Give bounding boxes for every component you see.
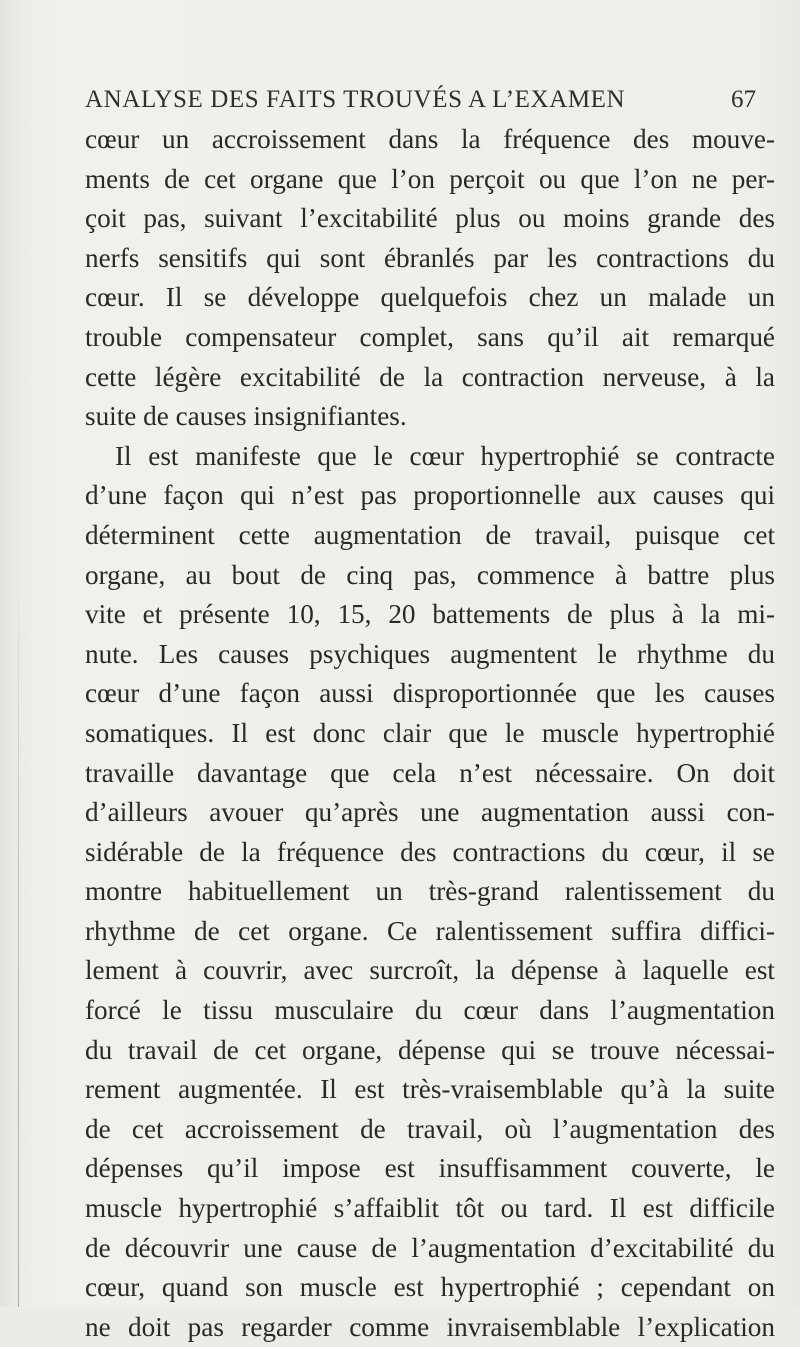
text-line: Il est manifeste que le cœur hypertrophié se contracte (115, 440, 775, 471)
text-line: de découvrir une cause de l’augmentation d’excitabilité du (85, 1232, 775, 1263)
text-line: forcé le tissu musculaire du cœur dans l’augmentation (85, 995, 775, 1026)
text-line: cette légère excitabilité de la contraction nerveuse, à la (85, 361, 775, 392)
text-line: ments de cet organe que l’on perçoit ou que l’on ne per- (85, 163, 775, 194)
body-text (85, 120, 775, 1347)
text-line: rement augmentée. Il est très-vraisemblable qu’à la suite (85, 1074, 775, 1105)
text-line: ne doit pas regarder comme invraisemblable l’explication (85, 1311, 775, 1342)
page-number: 67 (731, 86, 756, 113)
text-line: lement à couvrir, avec surcroît, la dépense à laquelle est (85, 955, 775, 986)
running-title: ANALYSE DES FAITS TROUVÉS A L’EXAMEN (85, 86, 626, 113)
text-line: cœur. Il se développe quelquefois chez un malade un (85, 282, 775, 313)
text-line: montre habituellement un très-grand ralentissement du (85, 876, 775, 907)
text-line: rhythme de cet organe. Ce ralentissement suffira diffici- (85, 915, 775, 946)
text-line: vite et présente 10, 15, 20 battements de plus à la mi- (85, 599, 775, 630)
text-line: sidérable de la fréquence des contractions du cœur, il se (85, 836, 775, 867)
text-line: cœur d’une façon aussi disproportionnée que les causes (85, 678, 775, 709)
page-header (85, 86, 760, 120)
text-line: du travail de cet organe, dépense qui se trouve nécessai- (85, 1034, 775, 1065)
page-gutter-edge (18, 560, 19, 1307)
text-line: d’une façon qui n’est pas proportionnelle aux causes qui (85, 480, 775, 511)
text-line: organe, au bout de cinq pas, commence à battre plus (85, 559, 775, 590)
text-line: de cet accroissement de travail, où l’augmentation des (85, 1113, 775, 1144)
text-line: suite de causes insignifiantes. (85, 401, 407, 432)
text-line: somatiques. Il est donc clair que le muscle hypertrophié (85, 717, 775, 748)
text-line: trouble compensateur complet, sans qu’il ait remarqué (85, 321, 775, 352)
text-line: cœur un accroissement dans la fréquence des mouve- (85, 124, 775, 154)
text-line: cœur, quand son muscle est hypertrophié ; cependant on (85, 1272, 775, 1303)
text-line: nerfs sensitifs qui sont ébranlés par les contractions du (85, 242, 775, 273)
text-line: nute. Les causes psychiques augmentent le rhythme du (85, 638, 775, 669)
text-line: dépenses qu’il impose est insuffisamment couverte, le (85, 1153, 775, 1184)
text-line: déterminent cette augmentation de travail, puisque cet (85, 519, 775, 550)
text-line: d’ailleurs avouer qu’après une augmentation aussi con- (85, 797, 775, 828)
text-line: çoit pas, suivant l’excitabilité plus ou moins grande des (85, 203, 775, 234)
text-line: travaille davantage que cela n’est nécessaire. On doit (85, 757, 775, 788)
text-line: muscle hypertrophié s’affaiblit tôt ou tard. Il est difficile (85, 1193, 775, 1224)
